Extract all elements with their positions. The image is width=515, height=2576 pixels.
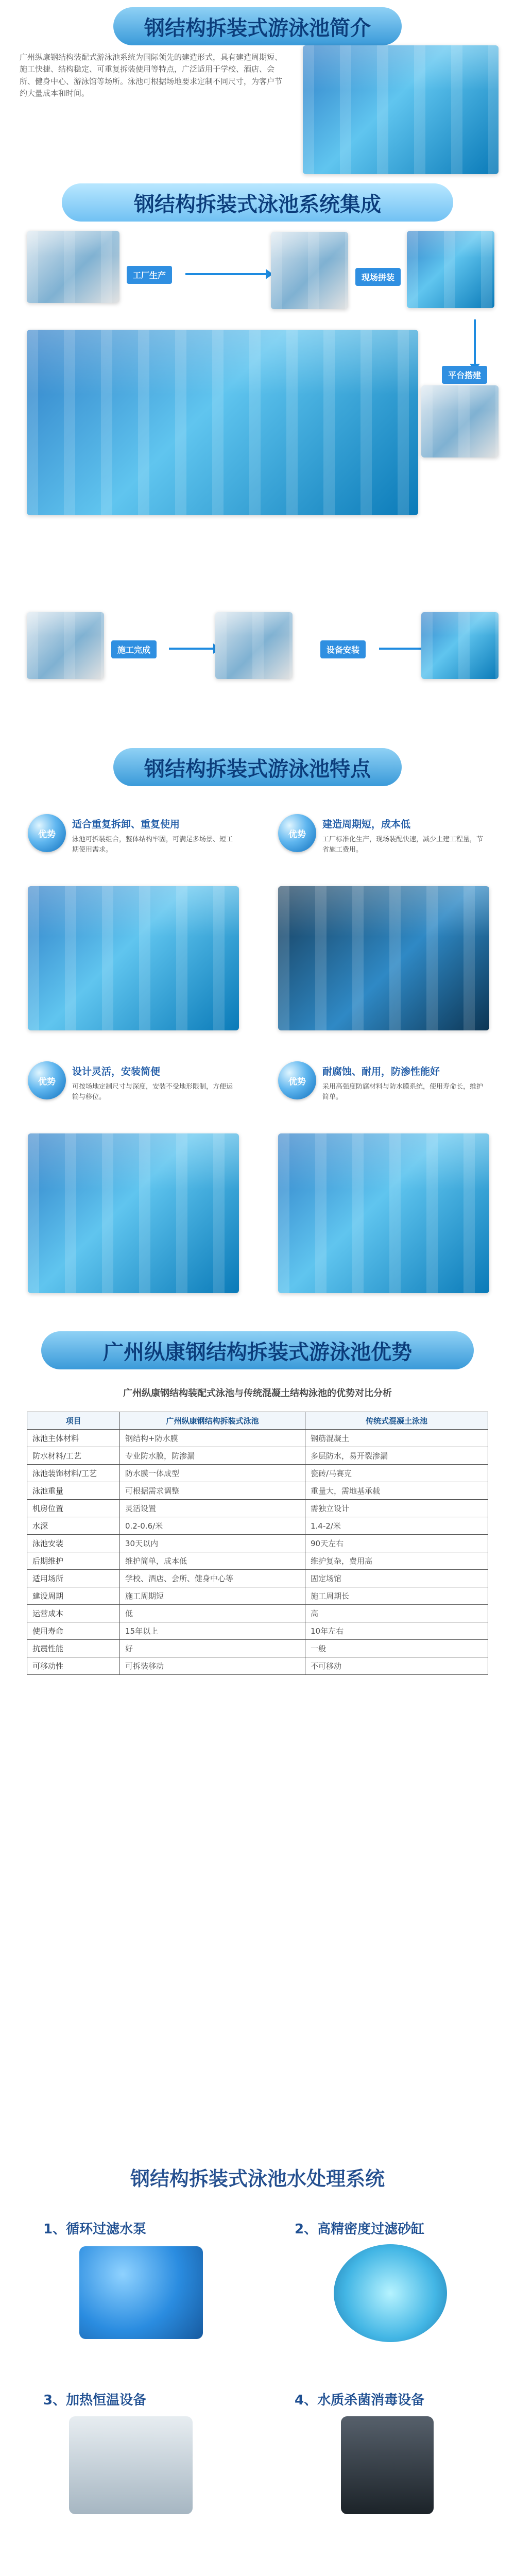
table-row xyxy=(27,1605,488,1622)
feature-head: 设计灵活，安装简便 xyxy=(72,1066,161,1077)
table-cell: 运营成本 xyxy=(27,1605,120,1622)
table-cell: 固定场馆 xyxy=(305,1570,488,1587)
assembly-photo xyxy=(271,232,348,309)
factory-label: 工厂生产 xyxy=(127,266,172,284)
equipment-photo xyxy=(421,385,499,457)
feature-badge: 优势 xyxy=(28,814,66,852)
table-cell: 泳池重量 xyxy=(27,1482,120,1500)
table-cell: 1.4-2/米 xyxy=(305,1517,488,1535)
table-cell: 后期维护 xyxy=(27,1552,120,1570)
table-header-cell: 项目 xyxy=(27,1412,120,1430)
table-cell: 学校、酒店、会所、健身中心等 xyxy=(120,1570,305,1587)
table-cell: 泳池主体材料 xyxy=(27,1430,120,1447)
comparison-title xyxy=(41,1331,474,1369)
table-cell: 钢筋混凝土 xyxy=(305,1430,488,1447)
feature-text: 采用高强度防腐材料与防水膜系统，使用寿命长，维护简单。 xyxy=(322,1083,484,1101)
table-cell: 不可移动 xyxy=(305,1657,488,1675)
round-pool-photo xyxy=(28,1133,239,1293)
flow-arrow xyxy=(185,273,268,275)
table-cell: 30天以内 xyxy=(120,1535,305,1552)
table-cell: 泳池安装 xyxy=(27,1535,120,1552)
feature-head: 建造周期短，成本低 xyxy=(322,819,411,830)
equipment-title: 3、加热恒温设备 xyxy=(43,2393,147,2408)
table-cell: 防水膜一体成型 xyxy=(120,1465,305,1482)
table-cell: 施工周期短 xyxy=(120,1587,305,1605)
table-row xyxy=(27,1535,488,1552)
factory-photo xyxy=(27,231,119,303)
table-header xyxy=(27,1412,488,1430)
water-title: 钢结构拆装式泳池水处理系统 xyxy=(130,2167,385,2190)
intro-text: 广州纵康钢结构装配式游泳池系统为国际领先的建造形式，具有建造周期短、施工快捷、结构稳定、可重复拆装使用等特点，广泛适用于学校、酒店、会所、健身中心、游泳馆等场所。泳池可根据场地要求定制不同尺寸，为客户节约大量成本和时间。 xyxy=(20,53,283,98)
feature-badge: 优势 xyxy=(28,1061,66,1099)
table-cell: 好 xyxy=(120,1640,305,1657)
completion-photo xyxy=(27,612,104,679)
lane-pool-photo xyxy=(278,886,489,1030)
table-row xyxy=(27,1500,488,1517)
completion-label: 施工完成 xyxy=(111,640,157,658)
table-row xyxy=(27,1570,488,1587)
feature-badge: 优势 xyxy=(278,1061,316,1099)
feature-text: 工厂标准化生产，现场装配快速，减少土建工程量，节省施工费用。 xyxy=(322,836,484,854)
table-cell: 使用寿命 xyxy=(27,1622,120,1640)
features-title-text: 钢结构拆装式游泳池特点 xyxy=(144,757,371,781)
table-header-cell: 传统式混凝土泳池 xyxy=(305,1412,488,1430)
table-row xyxy=(27,1640,488,1657)
outdoor-pool-photo xyxy=(28,886,239,1030)
pump-device xyxy=(79,2246,203,2339)
flow-arrow xyxy=(474,319,476,366)
indoor-pool-main-photo xyxy=(27,330,418,515)
table-row xyxy=(27,1622,488,1640)
table-row xyxy=(27,1587,488,1605)
table-cell: 多层防水，易开裂渗漏 xyxy=(305,1447,488,1465)
table-cell: 重量大，需地基承载 xyxy=(305,1482,488,1500)
sand-filter-device xyxy=(334,2244,447,2342)
equipment-title: 1、循环过滤水泵 xyxy=(43,2222,147,2237)
feature-text: 可按场地定制尺寸与深度，安装不受地形限制，方便运输与移位。 xyxy=(72,1083,233,1101)
table-cell: 专业防水膜，防渗漏 xyxy=(120,1447,305,1465)
installation-photo xyxy=(215,612,293,679)
features-title xyxy=(113,748,402,786)
table-cell: 瓷砖/马赛克 xyxy=(305,1465,488,1482)
table-cell: 0.2-0.6/米 xyxy=(120,1517,305,1535)
equipment-title: 4、水质杀菌消毒设备 xyxy=(295,2393,425,2408)
comparison-title-text: 广州纵康钢结构拆装式游泳池优势 xyxy=(103,1340,412,1364)
feature-head: 适合重复拆卸、重复使用 xyxy=(72,819,180,830)
table-cell: 高 xyxy=(305,1605,488,1622)
table-cell: 可根据需求调整 xyxy=(120,1482,305,1500)
table-cell: 15年以上 xyxy=(120,1622,305,1640)
table-cell: 可移动性 xyxy=(27,1657,120,1675)
platform-photo xyxy=(407,231,494,308)
table-cell: 钢结构+防水膜 xyxy=(120,1430,305,1447)
finished-photo xyxy=(421,612,499,679)
disinfection-device xyxy=(341,2416,434,2514)
feature-badge: 优势 xyxy=(278,814,316,852)
table-row xyxy=(27,1657,488,1675)
intro-title-text: 钢结构拆装式游泳池简介 xyxy=(144,16,371,40)
feature-head: 耐腐蚀、耐用，防渗性能好 xyxy=(322,1066,440,1077)
table-cell: 需独立设计 xyxy=(305,1500,488,1517)
flow-arrow xyxy=(169,648,215,650)
table-row xyxy=(27,1482,488,1500)
table-cell: 维护复杂，费用高 xyxy=(305,1552,488,1570)
table-cell: 维护简单，成本低 xyxy=(120,1552,305,1570)
table-cell: 防水材料/工艺 xyxy=(27,1447,120,1465)
platform-label: 平台搭建 xyxy=(442,366,487,384)
table-row xyxy=(27,1465,488,1482)
table-cell: 泳池装饰材料/工艺 xyxy=(27,1465,120,1482)
system-title-text: 钢结构拆装式泳池系统集成 xyxy=(134,192,381,216)
table-cell: 建设周期 xyxy=(27,1587,120,1605)
comparison-table xyxy=(27,1412,488,1675)
heat-pump-device xyxy=(69,2416,193,2514)
table-cell: 抗震性能 xyxy=(27,1640,120,1657)
table-header-cell: 广州纵康钢结构拆装式泳池 xyxy=(120,1412,305,1430)
system-title xyxy=(62,183,453,222)
table-cell: 90天左右 xyxy=(305,1535,488,1552)
table-cell: 水深 xyxy=(27,1517,120,1535)
table-cell: 适用场所 xyxy=(27,1570,120,1587)
comparison-subtitle: 广州纵康钢结构装配式泳池与传统混凝土结构泳池的优势对比分析 xyxy=(123,1388,392,1399)
assembly-label: 现场拼装 xyxy=(355,268,401,286)
table-cell: 机房位置 xyxy=(27,1500,120,1517)
table-cell: 可拆装移动 xyxy=(120,1657,305,1675)
indoor-pool-photo xyxy=(303,45,499,174)
table-row xyxy=(27,1430,488,1447)
equipment-title: 2、高精密度过滤砂缸 xyxy=(295,2222,425,2237)
table-cell: 灵活设置 xyxy=(120,1500,305,1517)
flow-arrow xyxy=(379,648,425,650)
table-row xyxy=(27,1517,488,1535)
feature-text: 泳池可拆装组合，整体结构牢固，可满足多场景、短工期使用需求。 xyxy=(72,836,233,854)
table-cell: 施工周期长 xyxy=(305,1587,488,1605)
installation-label: 设备安装 xyxy=(320,640,366,658)
table-cell: 一般 xyxy=(305,1640,488,1657)
table-cell: 低 xyxy=(120,1605,305,1622)
table-row xyxy=(27,1552,488,1570)
table-cell: 10年左右 xyxy=(305,1622,488,1640)
table-row xyxy=(27,1447,488,1465)
training-pool-photo xyxy=(278,1133,489,1293)
intro-title xyxy=(113,7,402,45)
